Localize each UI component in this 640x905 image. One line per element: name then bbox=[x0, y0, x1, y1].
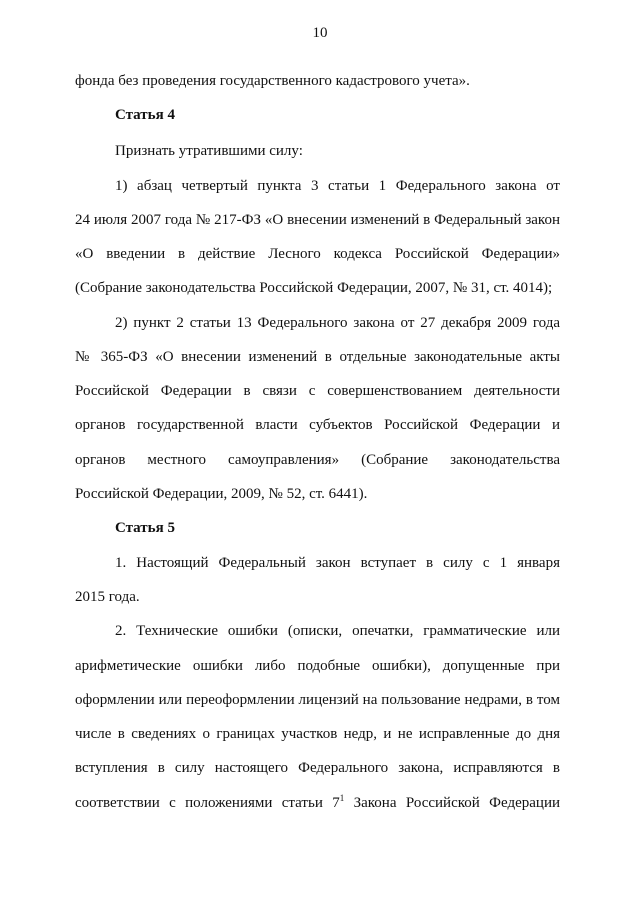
text-line bbox=[75, 794, 560, 812]
text-line: 24 июля 2007 года № 217-ФЗ «О внесении изменений в Федеральный закон bbox=[75, 212, 560, 228]
text-line: Признать утратившими силу: bbox=[115, 143, 303, 159]
text-line: арифметические ошибки либо подобные ошибки), допущенные при bbox=[75, 658, 560, 674]
text-line: 1) абзац четвертый пункта 3 статьи 1 Федерального закона от bbox=[115, 178, 560, 194]
text-line: «О введении в действие Лесного кодекса Российской Федерации» bbox=[75, 246, 560, 262]
text-line: фонда без проведения государственного кадастрового учета». bbox=[75, 73, 470, 89]
article-4-heading: Статья 4 bbox=[115, 107, 175, 123]
text-line: Российской Федерации в связи с совершенствованием деятельности bbox=[75, 383, 560, 399]
text-line: 2015 года. bbox=[75, 589, 140, 605]
text-line: 2) пункт 2 статьи 13 Федерального закона от 27 декабря 2009 года bbox=[115, 315, 560, 331]
text-fragment: Закона Российской Федерации bbox=[344, 795, 560, 811]
text-line: оформлении или переоформлении лицензий на пользование недрами, в том bbox=[75, 692, 560, 708]
superscript: 1 bbox=[339, 793, 345, 803]
article-5-heading: Статья 5 bbox=[115, 520, 175, 536]
text-line: 2. Технические ошибки (описки, опечатки, грамматические или bbox=[115, 623, 560, 639]
text-line: органов государственной власти субъектов Российской Федерации и bbox=[75, 417, 560, 433]
text-line: органов местного самоуправления» (Собрание законодательства bbox=[75, 452, 560, 468]
text-line: Российской Федерации, 2009, № 52, ст. 6441). bbox=[75, 486, 368, 502]
text-line: № 365-ФЗ «О внесении изменений в отдельные законодательные акты bbox=[75, 349, 560, 365]
text-line: числе в сведениях о границах участков недр, и не исправленные до дня bbox=[75, 726, 560, 742]
page-number: 10 bbox=[312, 25, 328, 41]
text-line: 1. Настоящий Федеральный закон вступает в силу с 1 января bbox=[115, 555, 560, 571]
text-fragment: соответствии с положениями статьи 7 bbox=[75, 795, 340, 811]
text-line: вступления в силу настоящего Федерального закона, исправляются в bbox=[75, 760, 560, 776]
text-line: (Собрание законодательства Российской Федерации, 2007, № 31, ст. 4014); bbox=[75, 280, 553, 296]
